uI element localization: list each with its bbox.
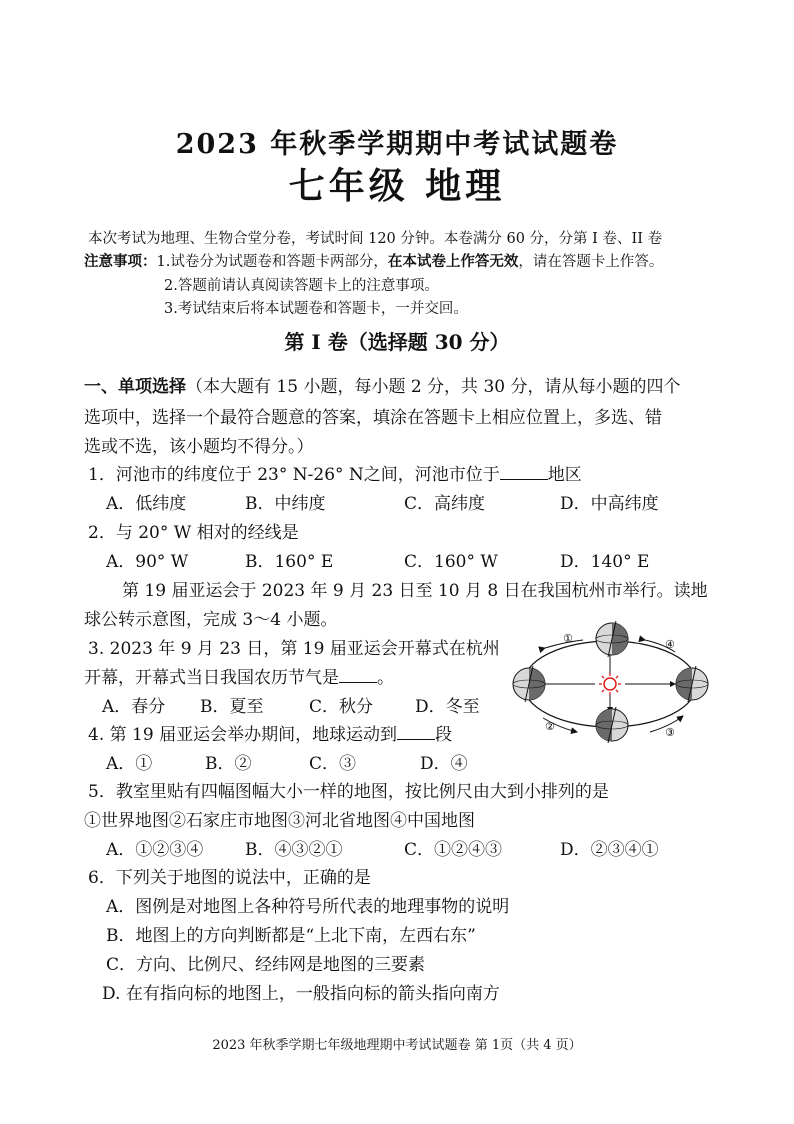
question-2-option-a: A．90° W (106, 552, 189, 572)
question-5-option-a: A．①②③④ (106, 840, 204, 860)
section-heading: 一、单项选择 (84, 377, 186, 397)
question-4-option-d: D．④ (420, 754, 468, 774)
notice-item-2: 2.答题前请认真阅读答题卡上的注意事项。 (164, 278, 439, 294)
question-2-option-b: B．160° E (245, 552, 334, 572)
question-6-option-c: C．方向、比例尺、经纬网是地图的三要素 (106, 955, 426, 975)
question-6-option-b: B．地图上的方向判断都是“上北下南，左西右东” (106, 926, 476, 946)
answer-blank (339, 668, 377, 683)
notice-label: 注意事项： (84, 253, 157, 270)
section-title: 第 I 卷（选择题 30 分） (284, 330, 510, 354)
question-3-line-2: 开幕，开幕式当日我国农历节气是 。 (84, 668, 394, 688)
exam-title: 2023 年秋季学期期中考试试题卷 (175, 129, 619, 160)
exam-subtitle: 七年级 地理 (288, 165, 506, 207)
question-6-option-a: A．图例是对地图上各种符号所代表的地理事物的说明 (106, 897, 510, 917)
orbit-label-3: ③ (665, 726, 675, 739)
earth-icon-right (676, 666, 708, 702)
earth-icon-left (513, 666, 545, 702)
section-instruction-1: 一、单项选择（本大题有 15 小题，每小题 2 分，共 30 分，请从每小题的四个 (84, 377, 681, 397)
question-1-option-b: B．中纬度 (245, 494, 326, 514)
earth-revolution-diagram (505, 618, 717, 768)
question-5-option-d: D．②③④① (560, 840, 659, 860)
earth-icon-bottom (596, 707, 628, 743)
question-5-option-b: B．④③②① (245, 840, 343, 860)
sun-icon (599, 673, 621, 695)
section-instruction-3: 选或不选，该小题均不得分。） (84, 437, 314, 457)
orbit-label-2: ② (545, 720, 555, 733)
earth-icon-top (596, 621, 628, 657)
question-3-option-c: C．秋分 (309, 697, 374, 717)
question-1-option-d: D．中高纬度 (560, 494, 659, 514)
question-4-stem: 4. 第 19 届亚运会举办期间，地球运动到 段 (88, 725, 453, 745)
question-2-option-d: D．140° E (560, 552, 650, 572)
question-1-option-a: A．低纬度 (106, 494, 187, 514)
notice-item-1-c: ，请在答题卡上作答。 (518, 254, 664, 270)
question-6-stem: 6．下列关于地图的说法中，正确的是 (88, 868, 371, 888)
notice-item-3: 3.考试结束后将本试题卷和答题卡，一并交回。 (164, 301, 468, 317)
notice-item-1 (84, 250, 663, 271)
question-3-line-1: 3. 2023 年 9 月 23 日，第 19 届亚运会开幕式在杭州 (88, 639, 500, 659)
question-1-option-c: C．高纬度 (404, 494, 486, 514)
answer-blank (397, 725, 435, 740)
question-4-option-c: C．③ (309, 754, 357, 774)
notice-item-1-a: 1.试卷分为试题卷和答题卡两部分， (156, 254, 388, 270)
question-3-option-b: B．夏至 (200, 697, 264, 717)
question-5-line-1: 5．教室里贴有四幅图幅大小一样的地图，按比例尺由大到小排列的是 (88, 782, 609, 802)
question-4-option-a: A．① (106, 754, 153, 774)
page-footer: 2023 年秋季学期七年级地理期中考试试题卷 第 1页（共 4 页） (212, 1038, 582, 1053)
orbit-label-4: ④ (665, 638, 675, 651)
question-3-option-d: D．冬至 (415, 697, 480, 717)
orbit-label-1: ① (563, 632, 573, 645)
question-2-stem: 2．与 20° W 相对的经线是 (88, 523, 299, 543)
question-4-option-b: B．② (205, 754, 252, 774)
notice-item-1-warning: 在本试卷上作答无效 (387, 253, 519, 270)
question-3-option-a: A．春分 (102, 697, 166, 717)
question-2-option-c: C．160° W (404, 552, 498, 572)
question-6-option-d: D. 在有指向标的地图上，一般指向标的箭头指向南方 (102, 984, 500, 1004)
passage-line-1: 第 19 届亚运会于 2023 年 9 月 23 日至 10 月 8 日在我国杭州市举行。读地 (122, 581, 708, 601)
answer-blank (500, 465, 548, 480)
exam-intro: 本次考试为地理、生物合堂分卷，考试时间 120 分钟。本卷满分 60 分，分第 I 卷、II 卷 (88, 231, 663, 247)
passage-line-2: 球公转示意图，完成 3～4 小题。 (84, 610, 338, 630)
section-instruction-2: 选项中，选择一个最符合题意的答案，填涂在答题卡上相应位置上，多选、错 (84, 408, 662, 428)
question-5-option-c: C．①②④③ (404, 840, 503, 860)
question-5-line-2: ①世界地图②石家庄市地图③河北省地图④中国地图 (84, 811, 475, 831)
question-1-stem: 1．河池市的纬度位于 23° N-26° N之间，河池市位于 地区 (88, 465, 582, 485)
